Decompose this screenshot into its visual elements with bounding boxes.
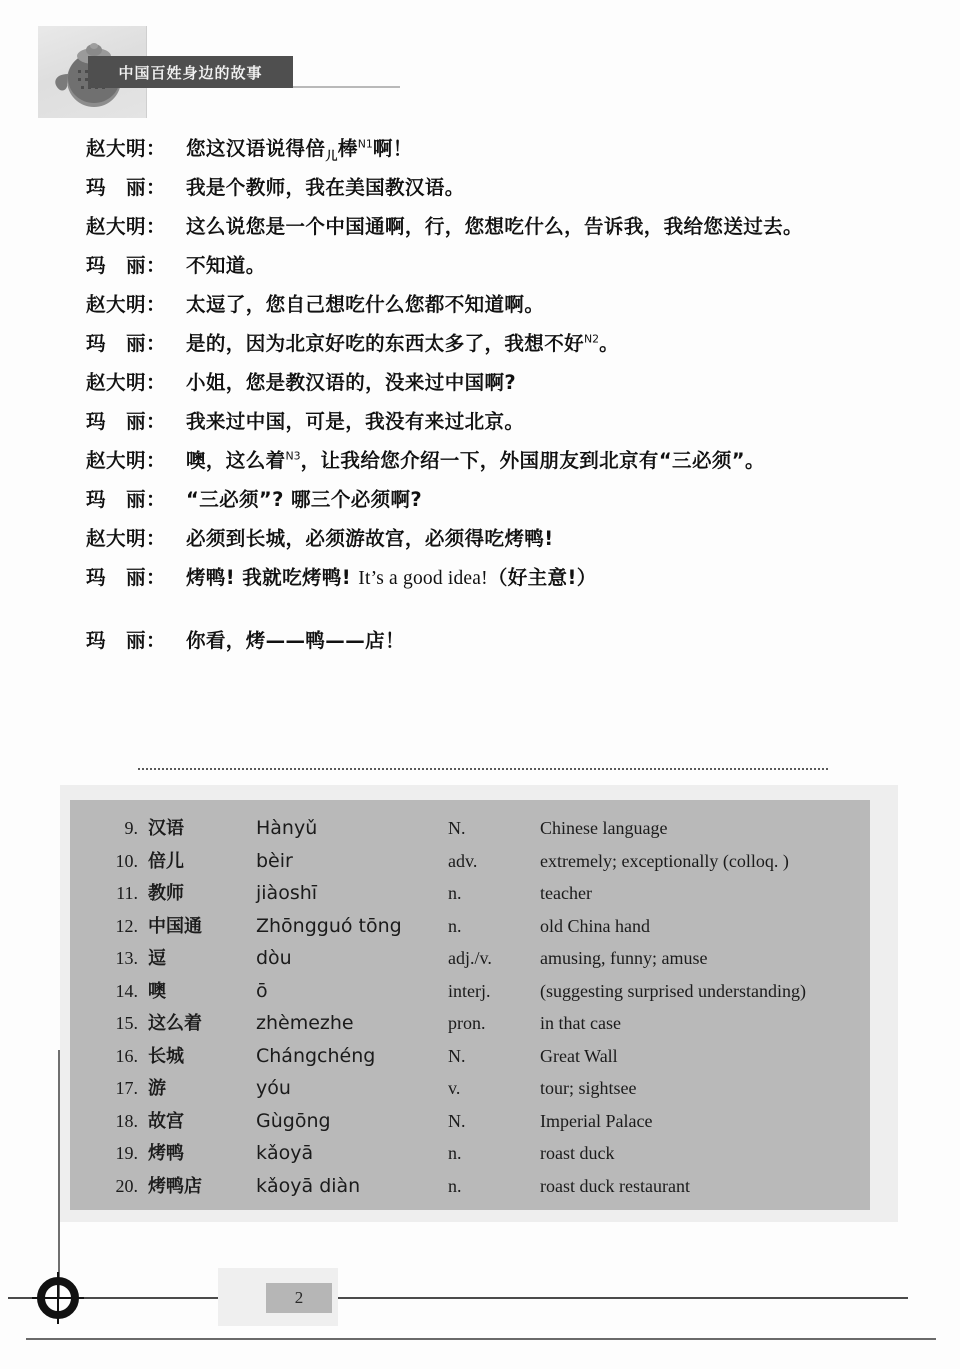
- dialogue-line: [86, 249, 876, 283]
- utterance-text: [186, 288, 876, 322]
- dialogue-line: [86, 405, 876, 439]
- vocab-definition: Great Wall: [540, 1045, 618, 1066]
- utterance-text: [186, 444, 876, 478]
- crop-mark-horizontal: [8, 1297, 908, 1299]
- speaker-label: 玛 丽：: [86, 254, 167, 277]
- utterance-segment: 烤鸭! 我就吃烤鸭!: [186, 566, 359, 589]
- vocabulary-row: [70, 1009, 870, 1042]
- vocab-part-of-speech: n.: [448, 915, 462, 936]
- vocab-pinyin: Zhōngguó tōng: [256, 914, 402, 937]
- vocab-emphasis: 教师: [245, 176, 286, 199]
- vocabulary-row: [70, 1172, 870, 1205]
- utterance-segment: It’s a good idea!: [358, 568, 488, 589]
- vocabulary-row: [70, 977, 870, 1010]
- vocab-word: 烤鸭店: [148, 1175, 202, 1197]
- utterance-segment: ，必须: [285, 527, 346, 550]
- utterance-segment: 您这: [186, 137, 226, 160]
- dialogue-block: [86, 132, 876, 663]
- speaker-label: 玛 丽：: [86, 332, 167, 355]
- vocab-pinyin: ō: [256, 979, 268, 1002]
- vocab-part-of-speech: interj.: [448, 980, 491, 1001]
- vocab-pinyin: yóu: [256, 1077, 291, 1099]
- vocab-definition: Imperial Palace: [540, 1110, 653, 1131]
- utterance-segment: 这么说您是一个: [186, 215, 326, 238]
- vocab-definition: roast duck restaurant: [540, 1175, 690, 1196]
- vocab-pinyin: kǎoyā diàn: [256, 1174, 361, 1197]
- vocab-pinyin: kǎoyā: [256, 1142, 314, 1164]
- page-baseline-rule: [26, 1338, 936, 1340]
- vocab-emphasis: 倍: [305, 137, 326, 160]
- utterance-segment: 说得: [265, 137, 306, 160]
- utterance-text: [186, 171, 876, 205]
- vocab-word: 逗: [148, 948, 166, 969]
- dialogue-line: [86, 522, 876, 556]
- vocab-part-of-speech: N.: [448, 1045, 466, 1066]
- dialogue-line: [86, 444, 876, 478]
- speaker-label: 赵大明：: [86, 449, 167, 472]
- utterance-segment: 太: [186, 293, 206, 316]
- vocab-definition: Chinese language: [540, 818, 668, 838]
- vocab-emphasis: 棒: [337, 137, 358, 160]
- vocab-word: 倍儿: [148, 850, 184, 872]
- vocabulary-row: [70, 1042, 870, 1075]
- vocab-part-of-speech: n.: [448, 1175, 462, 1196]
- vocab-emphasis: 游故宫: [345, 527, 405, 550]
- vocab-pinyin: bèir: [256, 849, 293, 872]
- page-number-box: [266, 1283, 332, 1313]
- chapter-banner: [88, 56, 293, 88]
- vocab-part-of-speech: pron.: [448, 1013, 486, 1033]
- grammar-note-marker: N3: [285, 449, 301, 463]
- dialogue-line: [86, 288, 876, 322]
- vocab-emphasis: 中国通: [325, 215, 386, 238]
- crop-mark-vertical: [58, 1050, 60, 1298]
- utterance-text: [186, 249, 876, 283]
- utterance-text: [186, 366, 876, 400]
- utterance-segment: ，我在美国教汉语。: [285, 176, 465, 199]
- speaker-label: 玛 丽：: [86, 488, 167, 511]
- vocab-index: 18.: [115, 1110, 138, 1131]
- speaker-label: 赵大明：: [86, 371, 167, 394]
- utterance-text: [186, 327, 876, 361]
- vocab-definition: roast duck: [540, 1143, 615, 1163]
- vocabulary-row: [70, 879, 870, 912]
- utterance-text: [186, 483, 876, 517]
- vocab-index: 19.: [115, 1143, 138, 1163]
- vocab-index: 9.: [124, 818, 138, 838]
- vocab-word: 烤鸭: [148, 1143, 184, 1164]
- vocabulary-row: [70, 814, 870, 847]
- speaker-label: 玛 丽：: [86, 566, 167, 589]
- chapter-banner-title: 中国百姓身边的故事: [118, 63, 263, 82]
- vocab-emphasis: 噢，这么着: [186, 449, 286, 472]
- speaker-label: 赵大明：: [86, 215, 167, 238]
- vocab-pinyin: zhèmezhe: [256, 1012, 354, 1034]
- utterance-text: [186, 522, 876, 556]
- vocab-part-of-speech: adj./v.: [448, 948, 492, 968]
- vocab-word: 汉语: [148, 818, 184, 839]
- dialogue-line: [86, 171, 876, 205]
- page-number: 2: [294, 1288, 304, 1307]
- utterance-segment: 我来过中国，可是，我没有来过北京。: [186, 410, 525, 433]
- vocabulary-row: [70, 847, 870, 880]
- utterance-text: [186, 405, 876, 439]
- dialogue-line: [86, 327, 876, 361]
- grammar-note-marker: N1: [357, 137, 373, 151]
- vocab-index: 10.: [115, 850, 138, 871]
- dialogue-line: [86, 561, 876, 596]
- utterance-segment: （好主意!）: [487, 566, 597, 589]
- vocab-word: 教师: [148, 883, 184, 904]
- dialogue-line: [86, 210, 876, 244]
- dialogue-line: [86, 483, 876, 517]
- utterance-segment: 是的，因为北京好吃的东西太多了，我想不好: [186, 332, 585, 355]
- utterance-text: [186, 210, 876, 244]
- vocab-emphasis: 汉语: [225, 137, 266, 160]
- vocab-pinyin: Gùgōng: [256, 1109, 331, 1132]
- vocab-word: 故宫: [148, 1110, 184, 1132]
- speaker-label: 赵大明：: [86, 293, 167, 316]
- vocab-word: 这么着: [148, 1013, 202, 1034]
- speaker-label: 赵大明：: [86, 527, 167, 550]
- vocab-definition: extremely; exceptionally (colloq. ): [540, 850, 789, 871]
- vocab-word: 中国通: [148, 915, 202, 937]
- vocab-definition: in that case: [540, 1013, 621, 1033]
- utterance-segment: 必须到: [186, 527, 246, 550]
- vocab-part-of-speech: N.: [448, 1110, 466, 1131]
- speaker-label: 玛 丽：: [86, 410, 167, 433]
- utterance-segment: 啊！: [372, 137, 413, 160]
- vocab-part-of-speech: adv.: [448, 850, 478, 871]
- vocabulary-row: [70, 912, 870, 945]
- erhua-suffix: 儿: [325, 148, 338, 163]
- vocab-definition: tour; sightsee: [540, 1078, 637, 1098]
- vocab-emphasis: 逗: [205, 293, 226, 316]
- utterance-segment: 了，您自己想吃什么您都不知道啊。: [225, 293, 545, 316]
- vocab-index: 13.: [115, 948, 138, 968]
- vocabulary-row: [70, 944, 870, 977]
- dialogue-line: [86, 624, 876, 658]
- vocab-pinyin: dòu: [256, 947, 292, 969]
- section-separator: [138, 768, 828, 770]
- registration-mark-icon: [30, 1270, 86, 1326]
- utterance-segment: ，必须得吃: [404, 527, 505, 550]
- utterance-segment: 啊，行，您想吃什么，告诉我，我给您送过去。: [385, 215, 803, 238]
- utterance-segment: 小姐，您是教汉语的，没来过中国啊?: [186, 371, 517, 394]
- vocab-word: 噢: [148, 980, 166, 1002]
- vocab-definition: amusing, funny; amuse: [540, 948, 708, 968]
- dialogue-line: [86, 366, 876, 400]
- speaker-label: 玛 丽：: [86, 176, 167, 199]
- utterance-segment: 。: [599, 332, 620, 355]
- dialogue-line: [86, 132, 876, 166]
- vocabulary-row: [70, 1107, 870, 1140]
- vocab-definition: old China hand: [540, 915, 650, 936]
- utterance-text: [186, 561, 876, 596]
- vocab-index: 20.: [115, 1175, 138, 1196]
- vocabulary-table: [70, 800, 870, 1210]
- vocab-definition: teacher: [540, 883, 592, 903]
- vocab-index: 15.: [115, 1013, 138, 1033]
- vocab-pinyin: Chángchéng: [256, 1044, 376, 1067]
- vocab-emphasis: 烤鸭: [504, 527, 545, 550]
- utterance-text: [186, 132, 876, 166]
- speaker-label: 赵大明：: [86, 137, 167, 160]
- vocab-index: 11.: [116, 883, 138, 903]
- vocab-word: 长城: [148, 1045, 184, 1067]
- vocab-emphasis: 长城: [245, 527, 286, 550]
- banner-trailing-rule: [293, 86, 400, 88]
- vocabulary-row: [70, 1074, 870, 1107]
- utterance-segment: 不知道。: [186, 254, 266, 277]
- vocab-definition: (suggesting surprised understanding): [540, 980, 806, 1001]
- vocab-word: 游: [148, 1078, 166, 1099]
- utterance-text: [186, 624, 876, 658]
- speaker-label: 玛 丽：: [86, 629, 167, 652]
- vocab-index: 16.: [115, 1045, 138, 1066]
- utterance-segment: ，让我给您介绍一下，外国朋友到北京有“三必须”。: [300, 449, 765, 472]
- utterance-segment: !: [544, 527, 554, 550]
- vocab-part-of-speech: n.: [448, 883, 462, 903]
- vocab-part-of-speech: N.: [448, 818, 466, 838]
- vocabulary-row: [70, 1139, 870, 1172]
- vocab-index: 14.: [115, 980, 138, 1001]
- vocab-emphasis: 你看，烤——鸭——店！: [186, 629, 405, 652]
- vocab-pinyin: jiàoshī: [256, 882, 318, 904]
- utterance-segment: “三必须”? 哪三个必须啊?: [186, 488, 423, 511]
- utterance-segment: 我是个: [186, 176, 246, 199]
- vocab-index: 17.: [115, 1078, 138, 1098]
- vocab-index: 12.: [115, 915, 138, 936]
- vocab-part-of-speech: v.: [448, 1078, 461, 1098]
- page-header: [0, 0, 960, 120]
- grammar-note-marker: N2: [584, 332, 600, 346]
- vocab-part-of-speech: n.: [448, 1143, 462, 1163]
- vocab-pinyin: Hànyǔ: [256, 817, 318, 839]
